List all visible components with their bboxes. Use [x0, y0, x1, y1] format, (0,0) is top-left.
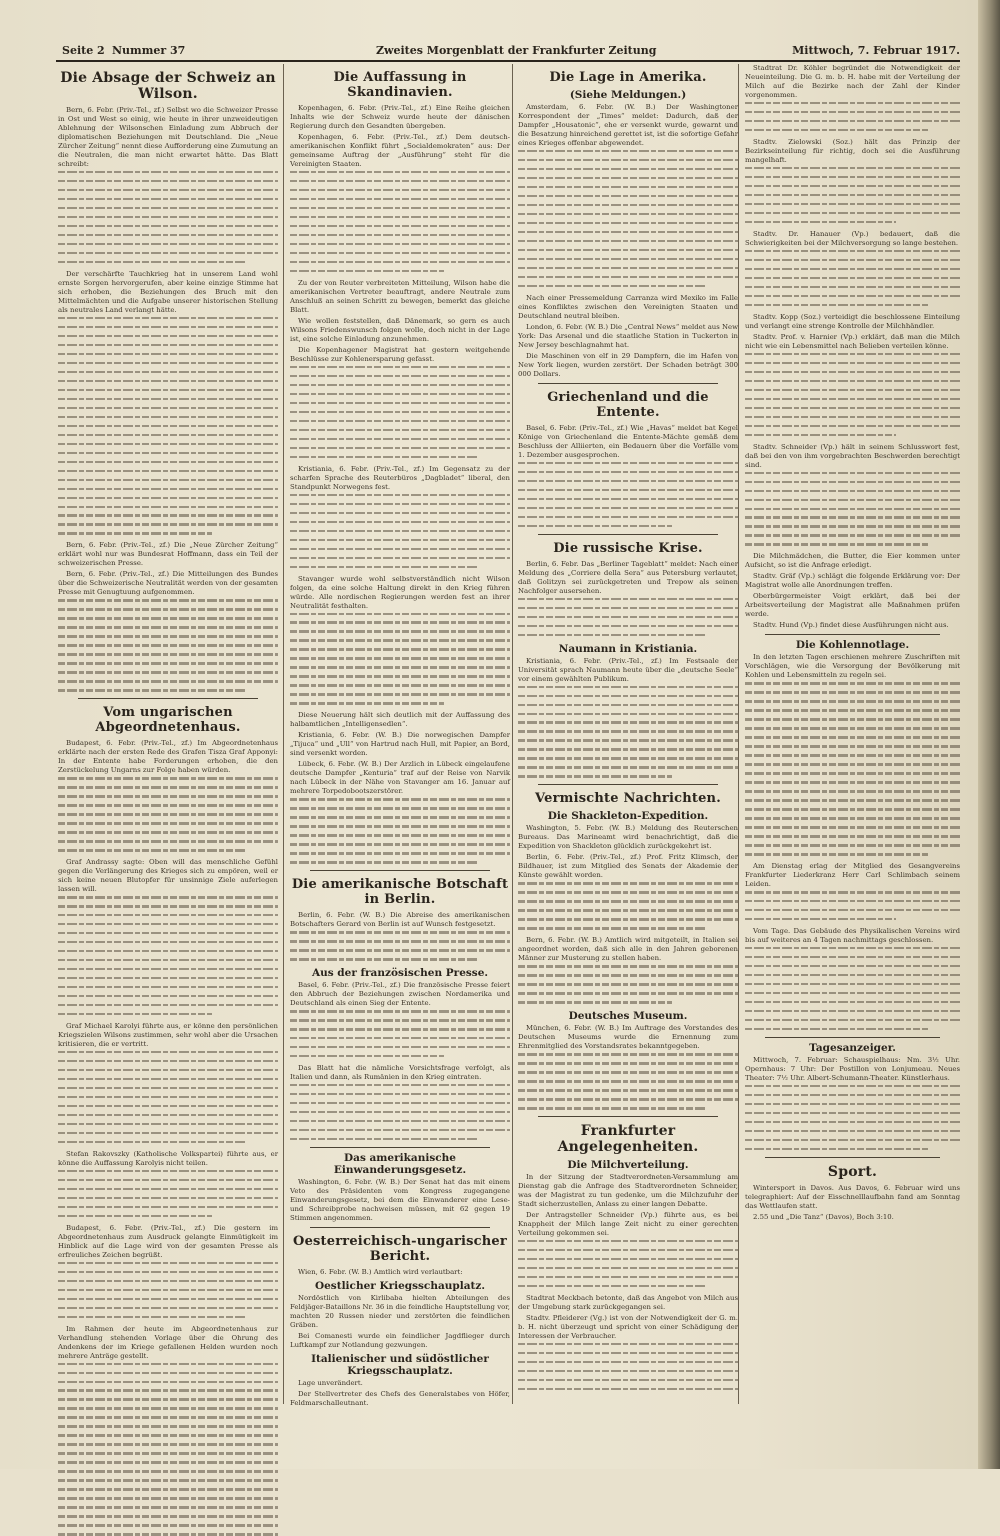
- column-4: [745, 64, 960, 1404]
- headline-america-situation: Die Lage in Amerika.: [549, 70, 707, 85]
- article-paragraph: Die Maschinen von elf in 29 Dampfern, die im Hafen von New York liegen, wurden zerstört. Der Schaden beträgt 300 000 Dollars.: [518, 351, 738, 378]
- article-paragraph: Am Dienstag erlag der Mitglied des Gesangvereins Frankfurter Liederkranz Herr Carl Schlimbach seinem Leiden.: [745, 862, 960, 889]
- text-lines: [745, 102, 960, 131]
- issue-date: Mittwoch, 7. Februar 1917.: [792, 44, 960, 57]
- subheadline-milk-distribution: Die Milchverteilung.: [567, 1159, 689, 1172]
- article-paragraph: Stadtv. Zielowski (Soz.) hält das Prinzip der Bezirkseinteilung für richtig, doch sei die Ausführung mangelhaft.: [745, 137, 960, 164]
- article-paragraph: Stadtv. Schneider (Vp.) hält in seinem Schlusswort fest, daß bei den von ihm vorgebrachten Beschwerden berechtigt sind.: [745, 442, 960, 469]
- headline-miscellaneous: Vermischte Nachrichten.: [535, 791, 721, 807]
- article-paragraph: Lübeck, 6. Febr. (W. B.) Der Arzlich in Lübeck eingelaufene deutsche Dampfer „Kenturia“ traf auf der Reise von Narvik nach Lübeck in der Nähe von Stavanger am 16. Januar auf mehrere Torpedobootszerstörer.: [290, 760, 510, 796]
- text-lines: [58, 1262, 278, 1318]
- text-lines: [745, 472, 960, 546]
- text-lines: [58, 1170, 278, 1217]
- text-lines: [745, 1085, 960, 1150]
- article-paragraph: Stadtv. Dr. Hanauer (Vp.) bedauert, daß die Schwierigkeiten bei der Milchversorgung so lange bestehen.: [745, 229, 960, 247]
- article-paragraph: Der verschärfte Tauchkrieg hat in unserem Land wohl ernste Sorgen hervorgerufen, aber keine einzige Stimme hat sich erhoben, die Beziehungen des Bruch mit den Mittelmächten und die Aufgabe unserer historischen Stellung als neutrales Land verlangt hätte.: [58, 269, 278, 314]
- article-paragraph: München, 6. Febr. (W. B.) Im Auftrage des Vorstandes des Deutschen Museums wurde die Ernennung zum Ehrenmitglied des Vorstandsrates bekanntgegeben.: [518, 1024, 738, 1051]
- headline-frankfurt-affairs: Frankfurter Angelegenheiten.: [557, 1123, 699, 1156]
- article-paragraph: Kristiania, 6. Febr. (Priv.-Tel., zf.) Im Gegensatz zu der scharfen Sprache des Reuterbüros „Dagbladet“ liberal, den Standpunkt Norwegens fest.: [290, 464, 510, 491]
- text-lines: [518, 1240, 738, 1287]
- text-lines: [58, 171, 278, 263]
- article-paragraph: Basel, 6. Febr. (Priv.-Tel., zf.) Wie „Havas“ meldet bat Kegel Könige von Griechenland die Entente-Mächte gemäß dem Beschluss der Alliierten, ein Bedauern über die Vorfälle vom 1. Dezember ausgesprochen.: [518, 423, 738, 459]
- article-paragraph: Vom Tage. Das Gebäude des Physikalischen Vereins wird bis auf weiteres an 4 Tagen nachmittags geschlossen.: [745, 927, 960, 945]
- text-lines: [745, 682, 960, 855]
- column-3: [518, 64, 738, 1404]
- text-lines: [518, 882, 738, 929]
- text-lines: [745, 947, 960, 1030]
- column-rule: [512, 64, 513, 1404]
- issue-number: Nummer 37: [112, 44, 186, 57]
- article-paragraph: Washington, 6. Febr. (W. B.) Der Senat hat das mit einem Veto des Präsidenten vom Kongress zugegangene Einwanderungsgesetz, bei dem die Einwanderer eine Lese- und Schreibprobe nachweisen müssen, mit 62 gegen 19 Stimmen angenommen.: [290, 1177, 510, 1222]
- text-lines: [58, 1363, 278, 1536]
- article-paragraph: In der Sitzung der Stadtverordneten-Versammlung am Dienstag gab die Anfrage des Stadtverordneten Schneider, was der Magistrat zu tun gedenke, um die Milchzufuhr der Stadt sicherzustellen, Anlass zu einer langen Debatte.: [518, 1173, 738, 1209]
- column-rule: [738, 64, 739, 1404]
- column-1: [58, 64, 278, 1404]
- article-paragraph: Stadtrat Meckbach betonte, daß das Angebot von Milch aus der Umgebung stark zurückgegangen sei.: [518, 1294, 738, 1311]
- article-paragraph: Berlin, 6. Febr. (W. B.) Die Abreise des amerikanischen Botschafters Gerard von Berlin ist auf Wunsch festgesetzt.: [290, 911, 510, 929]
- headline-daily-listings: Tagesanzeiger.: [809, 1041, 896, 1054]
- article-paragraph: In den letzten Tagen erschienen mehrere Zuschriften mit Vorschlägen, wie die Versorgung der Bevölkerung mit Kohlen und Lebensmitteln zu regeln sei.: [745, 653, 960, 680]
- text-lines: [518, 686, 738, 778]
- text-lines: [58, 599, 278, 691]
- text-lines: [58, 777, 278, 851]
- article-paragraph: Bern, 6. Febr. (Priv.-Tel., zf.) Die Mitteilungen des Bundes über die Schweizerische Neutralität werden von der gesamten Presse mit Genugtuung aufgenommen.: [58, 570, 278, 597]
- article-paragraph: Stadtv. Pfleiderer (Vg.) ist von der Notwendigkeit der G. m. b. H. nicht überzeugt und spricht von einer Schädigung der Interessen der Verbraucher.: [518, 1314, 738, 1340]
- article-paragraph: Lage unverändert.: [298, 1378, 363, 1387]
- article-paragraph: Berlin, 6. Febr. Das „Berliner Tageblatt“ meldet: Nach einer Meldung des „Corriere della Sera“ aus Petersburg verlautet, daß Golitzyn sei zurückgetreten und Trepow als seinen Nachfolger ausersehen.: [518, 559, 738, 595]
- divider: [765, 634, 940, 635]
- headline-swiss-refusal: Die Absage der Schweiz an Wilson.: [60, 70, 276, 102]
- text-lines: [290, 494, 510, 568]
- text-lines: [745, 891, 960, 920]
- headline-sport: Sport.: [827, 1163, 878, 1180]
- divider: [78, 698, 258, 699]
- article-paragraph: Stadtv. Prof. v. Harnier (Vp.) erklärt, daß man die Milch nicht wie ein Lebensmittel nach Belieben verteilen könne.: [745, 332, 960, 350]
- text-lines: [745, 167, 960, 223]
- text-lines: [518, 150, 738, 287]
- article-paragraph: Nach einer Pressemeldung Carranza wird Mexiko im Falle eines Konfliktes zwischen den Vereinigten Staaten und Deutschland neutral bleiben.: [518, 293, 738, 320]
- text-lines: [290, 171, 510, 272]
- article-paragraph: Amsterdam, 6. Febr. (W. B.) Der Washingtoner Korrespondent der „Times“ meldet: Dadurch, daß der Dampfer „Housatonic“, ehe er versenkt wurde, gewarnt und die Besatzung hinreichend gerettet ist, ist die sofortige Gefahr eines Krieges offenbar abgewendet.: [518, 103, 738, 147]
- text-lines: [745, 353, 960, 436]
- text-lines: [518, 462, 738, 527]
- article-paragraph: Stadtv. Hund (Vp.) findet diese Ausführungen nicht aus.: [753, 621, 949, 630]
- article-paragraph: Wintersport in Davos. Aus Davos, 6. Februar wird uns telegraphiert: Auf der Eisschnelllaufbahn fand am Sonntag das Wettlaufen statt.: [745, 1183, 960, 1210]
- article-paragraph: Kristiania, 6. Febr. (W. B.) Die norwegischen Dampfer „Tijuca“ und „Ull“ von Hartrud nach Hull, mit Papier, an Bord, sind versenkt worden.: [290, 731, 510, 758]
- article-paragraph: London, 6. Febr. (W. B.) Die „Central News“ meldet aus New York: Das Arsenal und die staatliche Station in Tuckerton in New Jersey beschlagnahmt hat.: [518, 322, 738, 349]
- article-paragraph: Washington, 5. Febr. (W. B.) Meldung des Reuterschen Bureaus. Das Marineamt wird benachrichtigt, daß die Expedition von Shackleton glücklich zurückgekehrt ist.: [518, 824, 738, 851]
- headline-american-embassy: Die amerikanische Botschaft in Berlin.: [291, 877, 509, 908]
- article-paragraph: Wien, 6. Febr. (W. B.) Amtlich wird verlautbart:: [298, 1267, 463, 1276]
- article-paragraph: Der Antragsteller Schneider (Vp.) führte aus, es bei Knappheit der Milch lange Zeit nicht zu einer gerechten Verteilung gekommen sei.: [518, 1211, 738, 1238]
- text-lines: [58, 1051, 278, 1143]
- article-paragraph: Budapest, 6. Febr. (Priv.-Tel., zf.) Im Abgeordnetenhaus erklärte nach der ersten Rede des Grafen Tisza Graf Apponyi: In der Entente habe Forderungen erhoben, die den Zerstückelung Ungarns zur Folge haben würden.: [58, 739, 278, 775]
- article-paragraph: Kristiania, 6. Febr. (Priv.-Tel., zf.) Im Festsaale der Universität sprach Naumann heute über die „deutsche Seele“ vor einem gewählten Publikum.: [518, 656, 738, 683]
- article-paragraph: Bern, 6. Febr. (W. B.) Amtlich wird mitgeteilt, in Italien sei angeordnet worden, daß sich alle in den Jahren geborenen Männer zur Musterung zu stellen haben.: [518, 936, 738, 963]
- article-paragraph: Stadtrat Dr. Köhler begründet die Notwendigkeit der Neueinteilung. Die G. m. b. H. habe mit der Verteilung der Milch auf die Bezirke nach der Zahl der Kinder vorgenommen.: [745, 64, 960, 99]
- page-number: Seite 2: [62, 44, 105, 57]
- article-paragraph: Berlin, 6. Febr. (Priv.-Tel., zf.) Prof. Fritz Klimsch, der Bildhauer, ist zum Mitglied des Senats der Akademie der Künste gewählt worden.: [518, 853, 738, 880]
- headline-french-press: Aus der französischen Presse.: [311, 967, 489, 980]
- divider: [765, 1037, 940, 1038]
- article-paragraph: Bern, 6. Febr. (Priv.-Tel., zf.) Die „Neue Zürcher Zeitung“ erklärt wohl nur was Bundesrat Hoffmann, dass ein Teil der schweizerischen Presse.: [58, 541, 278, 568]
- article-paragraph: Der Stellvertreter des Chefs des Generalstabes von Höfer, Feldmarschalleutnant.: [290, 1389, 510, 1407]
- headline-hungarian-parliament: Vom ungarischen Abgeordnetenhaus.: [95, 705, 241, 736]
- listings-paragraph: Mittwoch, 7. Februar: Schauspielhaus: Nm. 3½ Uhr. Opernhaus: 7 Uhr: Der Postillon von Lonjumeau. Neues Theater: 7½ Uhr. Albert-Schumann-Theater. Künstlerhaus.: [745, 1055, 960, 1082]
- newspaper-title: Zweites Morgenblatt der Frankfurter Zeitung: [376, 44, 657, 57]
- article-paragraph: Die Kopenhagener Magistrat hat gestern weitgehende Beschlüsse zur Kohlenersparung gefasst.: [290, 345, 510, 363]
- text-lines: [290, 366, 510, 458]
- article-paragraph: Stadtv. Kopp (Soz.) verteidigt die beschlossene Einteilung und verlangt eine strenge Kontrolle der Milchhändler.: [745, 312, 960, 330]
- article-paragraph: Die Milchmädchen, die Butter, die Eier kommen unter Aufsicht, so ist die Anfrage erledigt.: [745, 552, 960, 570]
- masthead: [56, 44, 960, 62]
- headline-immigration-law: Das amerikanische Einwanderungsgesetz.: [333, 1151, 467, 1176]
- article-paragraph: Graf Andrassy sagte: Oben will das menschliche Gefühl gegen die Verlängerung des Krieges sich zu empören, weil er sich keine neuen Blutopfer für unsinnige Ziele auferlegen lassen will.: [58, 858, 278, 894]
- article-paragraph: Im Rahmen der heute im Abgeordnetenhaus zur Verhandlung stehenden Vorlage über die Ohrung des Andenkens der im Kriege gefallenen Helden wurden noch mehrere Anträge gestellt.: [58, 1324, 278, 1360]
- divider: [310, 870, 490, 871]
- divider: [310, 1147, 490, 1148]
- headline-deutsches-museum: Deutsches Museum.: [568, 1010, 688, 1023]
- headline-coal-shortage: Die Kohlennotlage.: [795, 639, 910, 652]
- text-lines: [58, 896, 278, 1015]
- subheadline-see-reports: (Siehe Meldungen.): [569, 89, 687, 101]
- subheadline-eastern-front: Oestlicher Kriegsschauplatz.: [314, 1279, 486, 1292]
- column-rule: [283, 64, 284, 1404]
- headline-austro-hungarian-report: Oesterreichisch-ungarischer Bericht.: [293, 1233, 507, 1264]
- article-paragraph: Wie wollen feststellen, daß Dänemark, so gern es auch Wilsons Friedenswunsch folgen wolle, doch nicht in der Lage ist, eine solche Einladung anzunehmen.: [290, 316, 510, 343]
- subheadline-shackleton: Die Shackleton-Expedition.: [547, 810, 709, 823]
- text-lines: [290, 1010, 510, 1057]
- article-paragraph: Diese Neuerung hält sich deutlich mit der Auffassung des halbamtlichen „Intelligensedlen“.: [290, 711, 510, 729]
- text-lines: [518, 965, 738, 1003]
- divider: [538, 383, 718, 384]
- divider: [310, 1227, 490, 1228]
- text-lines: [58, 317, 278, 535]
- article-paragraph: Basel, 6. Febr. (Priv.-Tel., zf.) Die französische Presse feiert den Abbruch der Beziehungen zwischen Nordamerika und Deutschland als einen Sieg der Entente.: [290, 981, 510, 1008]
- text-lines: [745, 250, 960, 306]
- subheadline-italian-front: Italienischer und südöstlicher Kriegsschauplatz.: [311, 1352, 489, 1377]
- article-paragraph: Kopenhagen, 6. Febr. (Priv.-Tel., zf.) Eine Reihe gleichen Inhalts wie der Schweiz wurde heute der dänischen Regierung durch den Gesandten übergeben.: [290, 104, 510, 130]
- text-lines: [290, 613, 510, 705]
- headline-greece-entente: Griechenland und die Entente.: [547, 389, 709, 420]
- article-paragraph: Bern, 6. Febr. (Priv.-Tel., zf.) Selbst wo die Schweizer Presse in Ost und West so einig, wie heute in ihrer unzweideutigen Ablehnung der Wilsonschen Einladung zum Abbruch der diplomatischen Beziehungen mit Deutschland. Die „Neue Zürcher Zeitung“ nennt diese Aufforderung eine Zumutung an die Neutralen, die man nicht erwartet hätte. Das Blatt schreibt:: [58, 106, 278, 168]
- text-lines: [290, 931, 510, 960]
- article-paragraph: Stavanger wurde wohl selbstverständlich nicht Wilson folgen, da eine solche Haltung direkt in den Krieg führen würde. Alle nordischen Regierungen werden fest an ihrer Neutralität festhalten.: [290, 574, 510, 610]
- text-lines: [518, 1343, 738, 1390]
- divider: [538, 1116, 718, 1117]
- divider: [538, 534, 718, 535]
- article-paragraph: Zu der von Reuter verbreiteten Mitteilung, Wilson habe die amerikanischen Vertreter beauftragt, andere Neutrale zum Anschluß an seinen Schritt zu bewegen, bemerkt das gleiche Blatt.: [290, 278, 510, 314]
- article-paragraph: Graf Michael Karolyi führte aus, er könne den persönlichen Kriegszielen Wilsons zustimmen, sehr wohl aber die Ursachen kritisieren, die er vertritt.: [58, 1021, 278, 1048]
- headline-russian-crisis: Die russische Krise.: [553, 540, 703, 556]
- article-paragraph: Stadtv. Gräf (Vp.) schlägt die folgende Erklärung vor: Der Magistrat wolle alle Anordnungen treffen.: [745, 572, 960, 590]
- article-paragraph: Das Blatt hat die nämliche Vorsichtsfrage verfolgt, als Italien und dann, als Rumänien in den Krieg eintraten.: [290, 1064, 510, 1082]
- article-paragraph: Kopenhagen, 6. Febr. (Priv.-Tel., zf.) Dem deutsch-amerikanischen Konflikt führt „Socialdemokraten“ aus: Der gemeinsame Auftrag der „Ausführung“ steht für die Vereinigten Staaten.: [290, 133, 510, 168]
- article-paragraph: Oberbürgermeister Voigt erklärt, daß bei der Arbeitsverteilung der Magistrat alle Maßnahmen prüfen werde.: [745, 592, 960, 619]
- headline-scandinavia: Die Auffassung in Skandinavien.: [333, 70, 467, 100]
- article-paragraph: Bei Comanesti wurde ein feindlicher Jagdflieger durch Luftkampf zur Notlandung gezwungen.: [290, 1331, 510, 1349]
- text-lines: [518, 598, 738, 636]
- text-lines: [290, 798, 510, 863]
- page-binding-edge: [978, 0, 1000, 1469]
- text-lines: [290, 1084, 510, 1140]
- article-paragraph: 2.55 und „Die Tanz“ (Davos), Boch 3:10.: [753, 1212, 894, 1221]
- text-lines: [518, 1053, 738, 1109]
- headline-naumann: Naumann in Kristiania.: [558, 642, 698, 655]
- article-paragraph: Nordöstlich von Kirlibaba hielten Abteilungen des Feldjäger-Bataillons Nr. 36 in die feindliche Hauptstellung vor, machten 20 Russen nieder und zerstörten die feindlichen Gräben.: [290, 1293, 510, 1329]
- article-paragraph: Stefan Rakovszky (Katholische Volkspartei) führte aus, er könne die Auffassung Karolyis nicht teilen.: [58, 1149, 278, 1167]
- column-2: [290, 64, 510, 1407]
- divider: [538, 784, 718, 785]
- divider: [765, 1157, 940, 1158]
- article-paragraph: Budapest, 6. Febr. (Priv.-Tel., zf.) Die gestern im Abgeordnetenhaus zum Ausdruck gelangte Einmütigkeit im Hinblick auf die Lage wird von der gesamten Presse als erfreuliches Zeichen begrüßt.: [58, 1223, 278, 1259]
